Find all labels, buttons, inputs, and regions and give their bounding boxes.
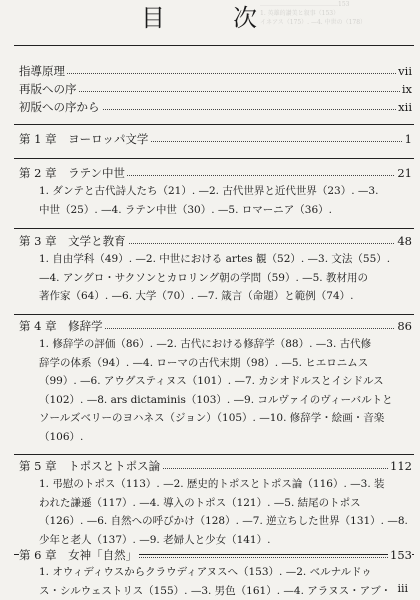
chapter-sections: 1. オウィディウスからクラウディアヌスへ（153）. —2. ベルナルドゥ ス・シルウェストリス（155）. —3. 男色（161）. —4. アラヌス・アブ・ xyxy=(39,566,392,597)
preface-entry: 再版への序 ix xyxy=(19,82,412,96)
chapter-sections: 1. 修辞学の評価（86）. —2. 古代における修辞学（88）. —3. 古代修 辞学の体系（94）. —4. ローマの古代末期（98）. —5. ヒエロニムス （99）. —6. アウグスティヌス（101）. —7. カシオドルスとイシドルス （102）. —8. ars dictaminis（103）. —9. コルヴァイのヴィーバルトと ソールズベリーのヨハネス（ジョン）（105）. —10. 修辞学・絵画・音楽 （106）. xyxy=(39,338,393,443)
page-title: 目 次 xyxy=(141,4,279,32)
divider xyxy=(14,314,414,315)
page-number: iii xyxy=(397,582,408,595)
chapter-heading: 第 4 章 修辞学 86 xyxy=(19,319,412,333)
chapter-heading: 第 6 章 女神「自然」 153 xyxy=(19,548,412,562)
divider xyxy=(14,228,414,229)
divider xyxy=(14,45,414,46)
preface-entry: 指導原理 vii xyxy=(19,64,412,78)
chapter-heading: 第 2 章 ラテン中世 21 xyxy=(19,166,412,180)
divider xyxy=(14,124,414,125)
chapter-heading: 第 5 章 トポスとトポス論 112 xyxy=(19,459,412,473)
chapter-heading: 第 3 章 文学と教育 48 xyxy=(19,234,412,248)
chapter-sections: 1. 弔慰のトポス（113）. —2. 歴史的トポスとトポス論（116）. —3. 装 われた謙遜（117）. —4. 導入のトポス（121）. —5. 結尾のトポス （126）. —6. 自然への呼びかけ（128）. —7. 逆立ちした世界（131）. —8. 少年と老人（137）. —9. 老婦人と少女（141）. xyxy=(39,478,408,546)
chapter-sections: 1. ダンテと古代詩人たち（21）. —2. 古代世界と近代世界（23）. —3. 中世（25）. —4. ラテン中世（30）. —5. ロマーニア（36）. xyxy=(39,185,379,216)
divider xyxy=(14,158,414,159)
chapter-heading: 第 1 章 ヨーロッパ文学 1 xyxy=(19,132,412,146)
divider xyxy=(14,454,414,455)
chapter-sections: 1. 自由学科（49）. —2. 中世における artes 観（52）. —3. 文法（55）. —4. アングロ・サクソンとカロリング朝の学問（59）. —5. 教材用の 著作家（64）. —6. 大学（70）. —7. 箴言（命題）と範例（74）. xyxy=(39,253,391,302)
preface-entry: 初版への序から xii xyxy=(19,100,412,114)
bleed-through-text: …………………………………153 1. 英雄的讃美と叙事（153） イネアス（175）. —4. 中世の（178） xyxy=(260,1,367,26)
